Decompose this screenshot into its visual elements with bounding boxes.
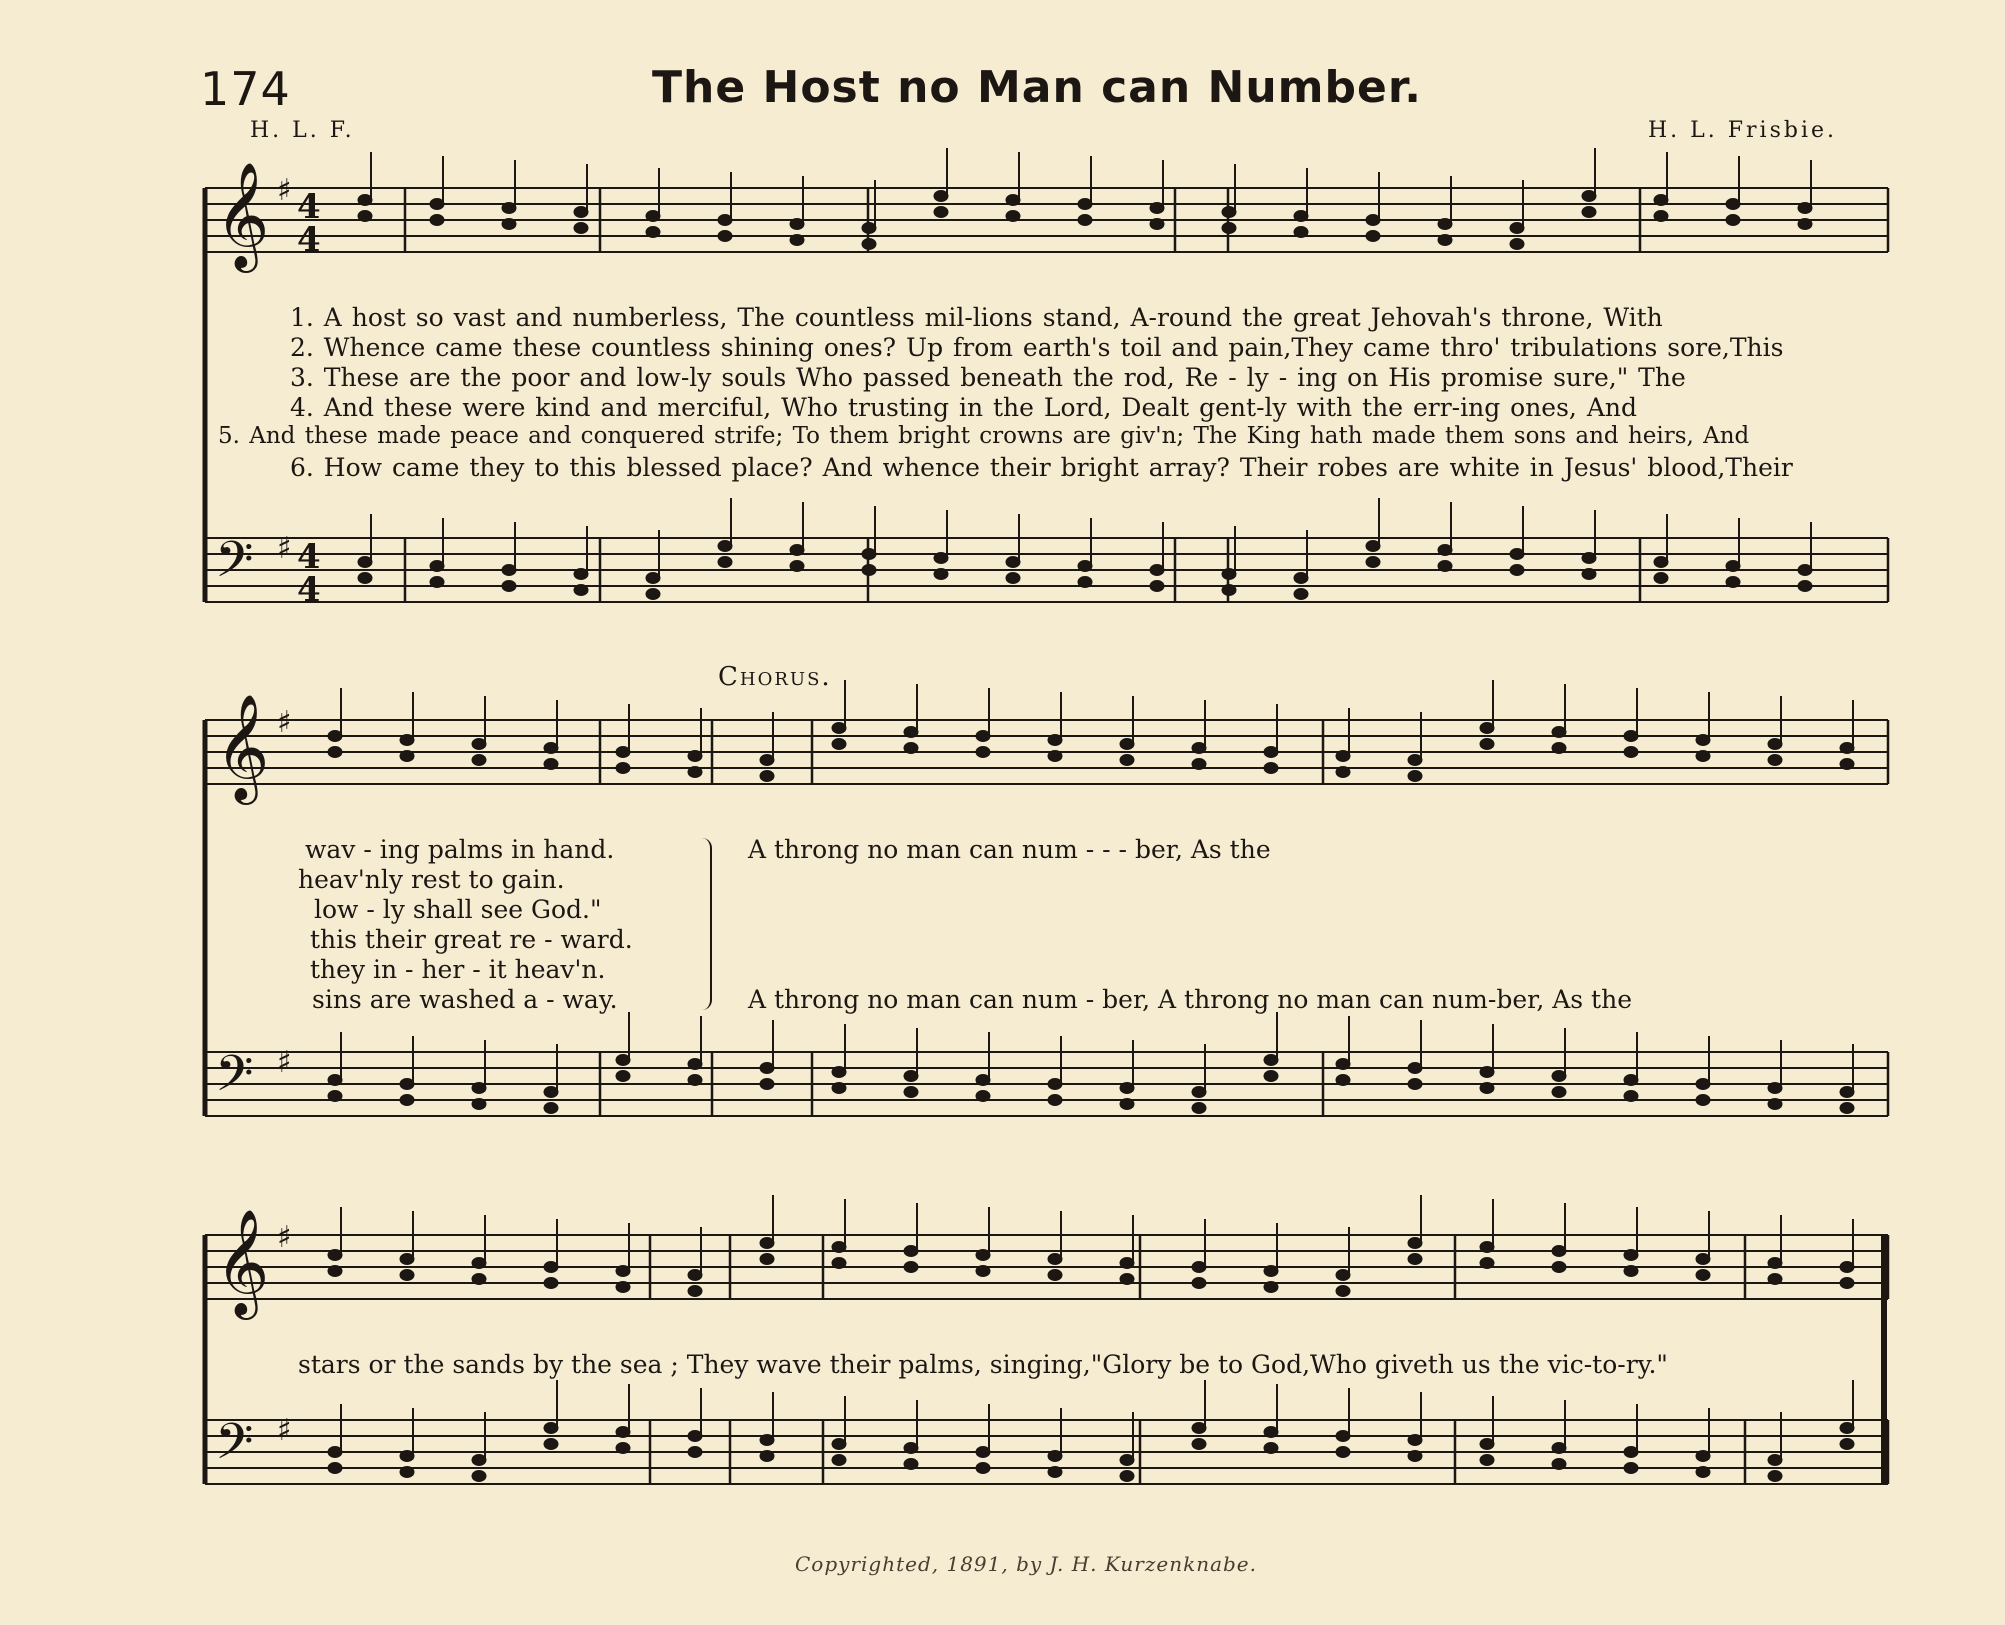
chorus-upper-line: A throng no man can num - - - ber, As the bbox=[748, 835, 1271, 864]
note-head bbox=[760, 1063, 774, 1074]
note-head bbox=[1552, 1262, 1566, 1273]
note-head bbox=[1048, 1254, 1062, 1265]
note-head bbox=[1552, 1071, 1566, 1082]
note-head bbox=[688, 1286, 702, 1297]
note-head bbox=[862, 223, 876, 234]
note-head bbox=[862, 565, 876, 576]
note-head bbox=[616, 1055, 630, 1066]
note-head bbox=[760, 771, 774, 782]
note-head bbox=[1510, 223, 1524, 234]
note-head bbox=[976, 1091, 990, 1102]
note-head bbox=[1120, 1099, 1134, 1110]
note-head bbox=[472, 1455, 486, 1466]
note-head bbox=[1438, 235, 1452, 246]
note-head bbox=[1078, 577, 1092, 588]
note-head bbox=[1078, 215, 1092, 226]
note-head bbox=[1336, 1270, 1350, 1281]
note-head bbox=[1192, 1439, 1206, 1450]
note-head bbox=[1048, 735, 1062, 746]
note-head bbox=[574, 207, 588, 218]
note-head bbox=[1120, 1258, 1134, 1269]
note-head bbox=[1768, 739, 1782, 750]
chorus-final-line: stars or the sands by the sea ; They wave their palms, singing,"Glory be to God,Who giveth us the vic-to-ry." bbox=[298, 1350, 1668, 1379]
note-head bbox=[904, 1246, 918, 1257]
bass-clef: 𝄢 bbox=[215, 1045, 254, 1115]
note-head bbox=[358, 195, 372, 206]
note-head bbox=[544, 1087, 558, 1098]
note-head bbox=[1696, 1467, 1710, 1478]
note-head bbox=[574, 223, 588, 234]
note-head bbox=[1552, 1087, 1566, 1098]
note-head bbox=[1222, 207, 1236, 218]
note-head bbox=[1150, 565, 1164, 576]
note-head bbox=[1798, 581, 1812, 592]
note-head bbox=[1264, 747, 1278, 758]
note-head bbox=[616, 1071, 630, 1082]
sharp-sign: ♯ bbox=[277, 1220, 292, 1255]
note-head bbox=[328, 731, 342, 742]
note-head bbox=[1048, 1467, 1062, 1478]
note-head bbox=[358, 573, 372, 584]
note-head bbox=[1480, 739, 1494, 750]
note-head bbox=[544, 1262, 558, 1273]
note-head bbox=[328, 1266, 342, 1277]
copyright-notice: Copyrighted, 1891, by J. H. Kurzenknabe. bbox=[795, 1552, 1258, 1576]
note-head bbox=[502, 581, 516, 592]
note-head bbox=[1294, 211, 1308, 222]
sharp-sign: ♯ bbox=[277, 1413, 292, 1448]
note-head bbox=[1768, 755, 1782, 766]
note-head bbox=[400, 1079, 414, 1090]
note-head bbox=[1120, 755, 1134, 766]
note-head bbox=[1120, 1274, 1134, 1285]
treble-clef: 𝄞 bbox=[215, 161, 270, 268]
note-head bbox=[1480, 1439, 1494, 1450]
note-head bbox=[328, 1447, 342, 1458]
verse-ending-2: heav'nly rest to gain. bbox=[298, 865, 565, 894]
note-head bbox=[1366, 215, 1380, 226]
note-head bbox=[400, 735, 414, 746]
note-head bbox=[472, 739, 486, 750]
note-head bbox=[1840, 1103, 1854, 1114]
note-head bbox=[1480, 723, 1494, 734]
note-head bbox=[430, 199, 444, 210]
note-head bbox=[1336, 767, 1350, 778]
note-head bbox=[1048, 751, 1062, 762]
note-head bbox=[1408, 1238, 1422, 1249]
note-head bbox=[1438, 561, 1452, 572]
note-head bbox=[1408, 1254, 1422, 1265]
treble-clef: 𝄞 bbox=[215, 1208, 270, 1315]
note-head bbox=[1768, 1471, 1782, 1482]
note-head bbox=[430, 215, 444, 226]
chorus-label: Chorus. bbox=[718, 662, 832, 692]
note-head bbox=[1624, 1091, 1638, 1102]
note-head bbox=[1552, 1443, 1566, 1454]
note-head bbox=[1264, 763, 1278, 774]
note-head bbox=[904, 1087, 918, 1098]
note-head bbox=[574, 585, 588, 596]
verse-3: 3. These are the poor and low-ly souls Who passed beneath the rod, Re - ly - ing on His promise sure," The bbox=[290, 363, 1686, 392]
note-head bbox=[1624, 1250, 1638, 1261]
note-head bbox=[1150, 581, 1164, 592]
note-head bbox=[934, 207, 948, 218]
music-credit: H. L. Frisbie. bbox=[1648, 118, 1838, 143]
verse-4: 4. And these were kind and merciful, Who trusting in the Lord, Dealt gent-ly with the err-ing ones, And bbox=[290, 393, 1637, 422]
note-head bbox=[760, 1451, 774, 1462]
bass-clef: 𝄢 bbox=[215, 531, 254, 601]
note-head bbox=[472, 1274, 486, 1285]
note-head bbox=[616, 763, 630, 774]
note-head bbox=[400, 1095, 414, 1106]
note-head bbox=[1120, 739, 1134, 750]
note-head bbox=[1696, 1254, 1710, 1265]
note-head bbox=[1768, 1258, 1782, 1269]
note-head bbox=[1150, 203, 1164, 214]
note-head bbox=[1222, 569, 1236, 580]
note-head bbox=[1192, 1262, 1206, 1273]
note-head bbox=[1078, 199, 1092, 210]
note-head bbox=[472, 1083, 486, 1094]
note-head bbox=[1726, 561, 1740, 572]
time-sig-bottom: 4 bbox=[297, 220, 321, 260]
note-head bbox=[1294, 227, 1308, 238]
verse-ending-4: this their great re - ward. bbox=[310, 925, 633, 954]
note-head bbox=[1192, 1423, 1206, 1434]
note-head bbox=[1336, 1447, 1350, 1458]
sharp-sign: ♯ bbox=[277, 531, 292, 566]
note-head bbox=[934, 553, 948, 564]
note-head bbox=[1120, 1471, 1134, 1482]
note-head bbox=[760, 1254, 774, 1265]
note-head bbox=[1150, 219, 1164, 230]
note-head bbox=[328, 1091, 342, 1102]
note-head bbox=[328, 1075, 342, 1086]
note-head bbox=[1726, 199, 1740, 210]
note-head bbox=[1264, 1282, 1278, 1293]
verse-ending-5: they in - her - it heav'n. bbox=[310, 955, 606, 984]
note-head bbox=[1366, 541, 1380, 552]
note-head bbox=[976, 747, 990, 758]
note-head bbox=[616, 1427, 630, 1438]
note-head bbox=[1006, 195, 1020, 206]
note-head bbox=[1336, 751, 1350, 762]
note-head bbox=[544, 1439, 558, 1450]
note-head bbox=[1552, 1459, 1566, 1470]
note-head bbox=[430, 577, 444, 588]
note-head bbox=[1120, 1455, 1134, 1466]
time-sig-top: 4 bbox=[297, 187, 321, 227]
note-head bbox=[976, 1075, 990, 1086]
note-head bbox=[904, 727, 918, 738]
note-head bbox=[1510, 565, 1524, 576]
note-head bbox=[1624, 1463, 1638, 1474]
verse-1: 1. A host so vast and numberless, The countless mil-lions stand, A-round the great Jehovah's throne, With bbox=[290, 303, 1663, 332]
note-head bbox=[574, 569, 588, 580]
note-head bbox=[862, 549, 876, 560]
note-head bbox=[1006, 557, 1020, 568]
note-head bbox=[544, 1423, 558, 1434]
note-head bbox=[1480, 1258, 1494, 1269]
note-head bbox=[472, 755, 486, 766]
note-head bbox=[862, 239, 876, 250]
note-head bbox=[688, 1075, 702, 1086]
note-head bbox=[718, 215, 732, 226]
time-sig-bottom: 4 bbox=[297, 570, 321, 610]
note-head bbox=[1654, 195, 1668, 206]
note-head bbox=[1336, 1075, 1350, 1086]
note-head bbox=[1048, 1270, 1062, 1281]
note-head bbox=[1654, 211, 1668, 222]
note-head bbox=[1840, 1439, 1854, 1450]
note-head bbox=[934, 191, 948, 202]
note-head bbox=[1294, 573, 1308, 584]
note-head bbox=[1006, 573, 1020, 584]
note-head bbox=[358, 211, 372, 222]
chorus-lower-line: A throng no man can num - ber, A throng no man can num-ber, As the bbox=[748, 985, 1632, 1014]
note-head bbox=[1654, 557, 1668, 568]
note-head bbox=[616, 1282, 630, 1293]
note-head bbox=[976, 1250, 990, 1261]
note-head bbox=[1408, 1079, 1422, 1090]
note-head bbox=[1510, 549, 1524, 560]
note-head bbox=[1696, 1079, 1710, 1090]
note-head bbox=[688, 1059, 702, 1070]
note-head bbox=[328, 1463, 342, 1474]
note-head bbox=[1624, 1447, 1638, 1458]
note-head bbox=[1840, 1423, 1854, 1434]
note-head bbox=[616, 1266, 630, 1277]
note-head bbox=[1192, 1087, 1206, 1098]
note-head bbox=[544, 743, 558, 754]
note-head bbox=[616, 747, 630, 758]
note-head bbox=[760, 755, 774, 766]
verse-2: 2. Whence came these countless shining ones? Up from earth's toil and pain,They came thro' tribulations sore,This bbox=[290, 333, 1784, 362]
note-head bbox=[1840, 1087, 1854, 1098]
note-head bbox=[646, 227, 660, 238]
note-head bbox=[688, 1431, 702, 1442]
note-head bbox=[976, 731, 990, 742]
note-head bbox=[502, 219, 516, 230]
note-head bbox=[472, 1471, 486, 1482]
note-head bbox=[1192, 743, 1206, 754]
note-head bbox=[832, 1067, 846, 1078]
note-head bbox=[400, 1254, 414, 1265]
verse-ending-1: wav - ing palms in hand. bbox=[305, 835, 615, 864]
note-head bbox=[832, 723, 846, 734]
note-head bbox=[1696, 1451, 1710, 1462]
treble-clef: 𝄞 bbox=[215, 693, 270, 800]
note-head bbox=[976, 1266, 990, 1277]
note-head bbox=[688, 1270, 702, 1281]
note-head bbox=[1552, 1246, 1566, 1257]
note-head bbox=[1408, 1435, 1422, 1446]
note-head bbox=[790, 219, 804, 230]
note-head bbox=[1120, 1083, 1134, 1094]
note-head bbox=[544, 1278, 558, 1289]
note-head bbox=[1726, 577, 1740, 588]
note-head bbox=[904, 1443, 918, 1454]
note-head bbox=[400, 1270, 414, 1281]
note-head bbox=[832, 1258, 846, 1269]
bass-clef: 𝄢 bbox=[215, 1413, 254, 1483]
note-head bbox=[1264, 1055, 1278, 1066]
note-head bbox=[1222, 223, 1236, 234]
verse-bracket bbox=[702, 838, 712, 1010]
note-head bbox=[790, 545, 804, 556]
note-head bbox=[1798, 565, 1812, 576]
note-head bbox=[1582, 207, 1596, 218]
note-head bbox=[1840, 1262, 1854, 1273]
note-head bbox=[904, 1071, 918, 1082]
note-head bbox=[1048, 1079, 1062, 1090]
note-head bbox=[646, 573, 660, 584]
note-head bbox=[1624, 731, 1638, 742]
note-head bbox=[1696, 1095, 1710, 1106]
note-head bbox=[1480, 1083, 1494, 1094]
note-head bbox=[1192, 1103, 1206, 1114]
note-head bbox=[760, 1435, 774, 1446]
note-head bbox=[1582, 553, 1596, 564]
note-head bbox=[400, 1451, 414, 1462]
note-head bbox=[328, 747, 342, 758]
note-head bbox=[1510, 239, 1524, 250]
note-head bbox=[646, 589, 660, 600]
note-head bbox=[1582, 569, 1596, 580]
note-head bbox=[1366, 231, 1380, 242]
note-head bbox=[1552, 743, 1566, 754]
note-head bbox=[1552, 727, 1566, 738]
note-head bbox=[832, 1083, 846, 1094]
note-head bbox=[472, 1258, 486, 1269]
note-head bbox=[472, 1099, 486, 1110]
note-head bbox=[1222, 585, 1236, 596]
note-head bbox=[1264, 1443, 1278, 1454]
note-head bbox=[1192, 1278, 1206, 1289]
note-head bbox=[1438, 545, 1452, 556]
note-head bbox=[1294, 589, 1308, 600]
note-head bbox=[790, 561, 804, 572]
note-head bbox=[1582, 191, 1596, 202]
note-head bbox=[1798, 203, 1812, 214]
verse-6: 6. How came they to this blessed place? And whence their bright array? Their robes are white in Jesus' blood,Their bbox=[290, 453, 1793, 482]
note-head bbox=[904, 1459, 918, 1470]
note-head bbox=[1366, 557, 1380, 568]
note-head bbox=[904, 1262, 918, 1273]
note-head bbox=[832, 1242, 846, 1253]
note-head bbox=[832, 1455, 846, 1466]
note-head bbox=[1336, 1059, 1350, 1070]
note-head bbox=[1696, 1270, 1710, 1281]
note-head bbox=[832, 739, 846, 750]
note-head bbox=[502, 203, 516, 214]
note-head bbox=[1696, 735, 1710, 746]
note-head bbox=[1480, 1242, 1494, 1253]
note-head bbox=[1624, 747, 1638, 758]
note-head bbox=[1408, 1451, 1422, 1462]
note-head bbox=[1480, 1455, 1494, 1466]
note-head bbox=[688, 751, 702, 762]
verse-5: 5. And these made peace and conquered strife; To them bright crowns are giv'n; The King hath made them sons and heirs, And bbox=[218, 423, 1750, 449]
note-head bbox=[718, 557, 732, 568]
verse-ending-3: low - ly shall see God." bbox=[314, 895, 602, 924]
note-head bbox=[616, 1443, 630, 1454]
note-head bbox=[1840, 743, 1854, 754]
note-head bbox=[1798, 219, 1812, 230]
note-head bbox=[790, 235, 804, 246]
note-head bbox=[1654, 573, 1668, 584]
note-head bbox=[646, 211, 660, 222]
note-head bbox=[1696, 751, 1710, 762]
verse-ending-6: sins are washed a - way. bbox=[312, 985, 618, 1014]
note-head bbox=[1768, 1274, 1782, 1285]
hymn-number: 174 bbox=[200, 62, 291, 116]
note-head bbox=[1726, 215, 1740, 226]
note-head bbox=[400, 751, 414, 762]
note-head bbox=[1624, 1266, 1638, 1277]
note-head bbox=[934, 569, 948, 580]
note-head bbox=[328, 1250, 342, 1261]
note-head bbox=[1438, 219, 1452, 230]
words-credit: H. L. F. bbox=[250, 118, 355, 143]
note-head bbox=[358, 557, 372, 568]
note-head bbox=[544, 1103, 558, 1114]
note-head bbox=[1480, 1067, 1494, 1078]
note-head bbox=[1006, 211, 1020, 222]
note-head bbox=[1408, 1063, 1422, 1074]
note-head bbox=[430, 561, 444, 572]
time-sig-top: 4 bbox=[297, 537, 321, 577]
note-head bbox=[1768, 1099, 1782, 1110]
note-head bbox=[1078, 561, 1092, 572]
note-head bbox=[1264, 1266, 1278, 1277]
note-head bbox=[1192, 759, 1206, 770]
note-head bbox=[502, 565, 516, 576]
note-head bbox=[1840, 1278, 1854, 1289]
note-head bbox=[1768, 1083, 1782, 1094]
note-head bbox=[718, 541, 732, 552]
note-head bbox=[1048, 1451, 1062, 1462]
note-head bbox=[1336, 1431, 1350, 1442]
note-head bbox=[1264, 1071, 1278, 1082]
note-head bbox=[1408, 771, 1422, 782]
note-head bbox=[1048, 1095, 1062, 1106]
sharp-sign: ♯ bbox=[277, 1045, 292, 1080]
note-head bbox=[544, 759, 558, 770]
note-head bbox=[1840, 759, 1854, 770]
note-head bbox=[760, 1079, 774, 1090]
note-head bbox=[976, 1447, 990, 1458]
sharp-sign: ♯ bbox=[277, 173, 292, 208]
note-head bbox=[688, 1447, 702, 1458]
note-head bbox=[688, 767, 702, 778]
note-head bbox=[904, 743, 918, 754]
note-head bbox=[760, 1238, 774, 1249]
note-head bbox=[1408, 755, 1422, 766]
note-head bbox=[1264, 1427, 1278, 1438]
hymn-title: The Host no Man can Number. bbox=[652, 62, 1422, 113]
note-head bbox=[1336, 1286, 1350, 1297]
note-head bbox=[400, 1467, 414, 1478]
note-head bbox=[1768, 1455, 1782, 1466]
note-head bbox=[976, 1463, 990, 1474]
note-head bbox=[832, 1439, 846, 1450]
note-head bbox=[718, 231, 732, 242]
sharp-sign: ♯ bbox=[277, 705, 292, 740]
note-head bbox=[1624, 1075, 1638, 1086]
